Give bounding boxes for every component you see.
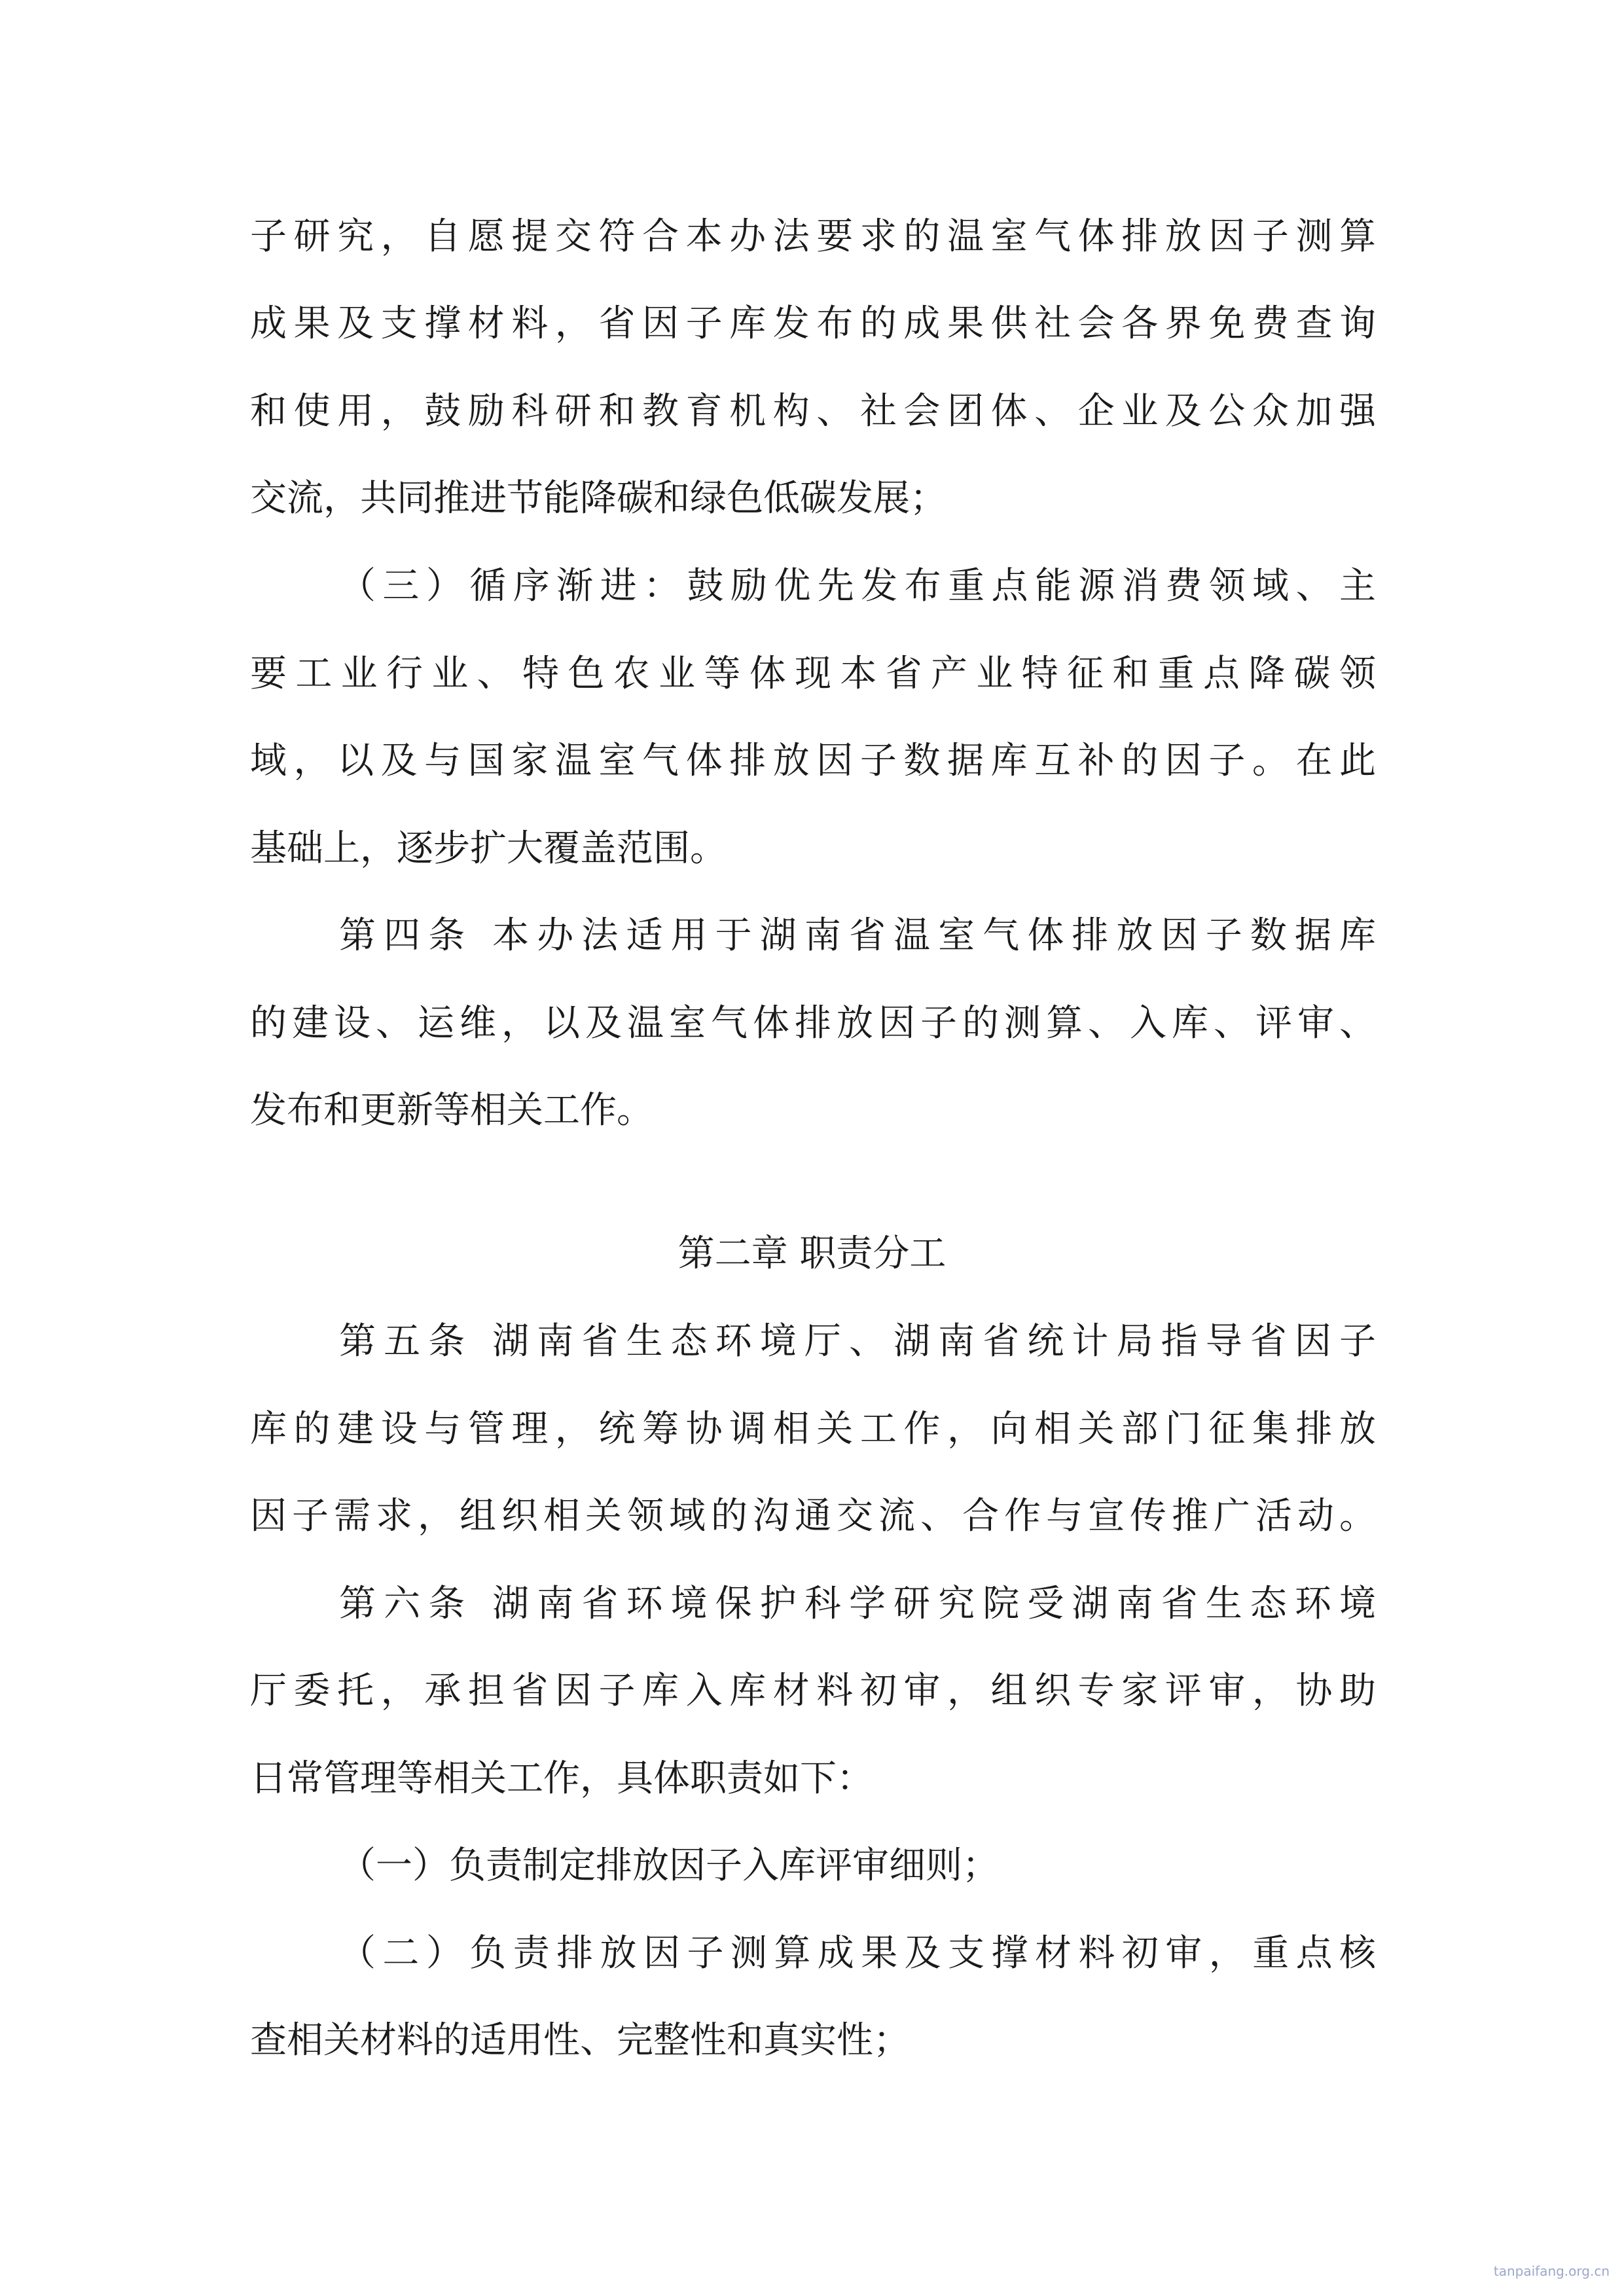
body-line: （三）循序渐进：鼓励优先发布重点能源消费领域、主 (339, 565, 1376, 607)
article-4-line: 第四条 本办法适用于湖南省温室气体排放因子数据库 (339, 914, 1376, 957)
watermark: tanpaifang.org.cn (1493, 2263, 1610, 2279)
body-line: 的建设、运维，以及温室气体排放因子的测算、入库、评审、 (250, 1002, 1376, 1045)
body-line: 子研究，自愿提交符合本办法要求的温室气体排放因子测算 (250, 215, 1376, 258)
body-line: 厅委托，承担省因子库入库材料初审，组织专家评审，协助 (250, 1670, 1376, 1712)
article-5-line: 第五条 湖南省生态环境厅、湖南省统计局指导省因子 (339, 1320, 1376, 1363)
body-line: 日常管理等相关工作，具体职责如下： (250, 1757, 873, 1800)
body-line: 因子需求，组织相关领域的沟通交流、合作与宣传推广活动。 (250, 1495, 1376, 1537)
body-line: 发布和更新等相关工作。 (250, 1089, 653, 1132)
chapter-heading: 第二章 职责分工 (677, 1232, 947, 1275)
body-line: 库的建设与管理，统筹协调相关工作，向相关部门征集排放 (250, 1408, 1376, 1450)
list-item-line: （一）负责制定排放因子入库评审细则； (339, 1844, 999, 1887)
list-item-line: （二）负责排放因子测算成果及支撑材料初审，重点核 (339, 1932, 1376, 1975)
body-line: 成果及支撑材料，省因子库发布的成果供社会各界免费查询 (250, 302, 1376, 345)
body-line: 和使用，鼓励科研和教育机构、社会团体、企业及公众加强 (250, 390, 1376, 433)
body-line: 域，以及与国家温室气体排放因子数据库互补的因子。在此 (250, 740, 1376, 782)
body-line: 基础上，逐步扩大覆盖范围。 (250, 827, 727, 870)
body-line: 交流，共同推进节能降碳和绿色低碳发展； (250, 477, 947, 520)
body-line: 查相关材料的适用性、完整性和真实性； (250, 2019, 910, 2062)
article-6-line: 第六条 湖南省环境保护科学研究院受湖南省生态环境 (339, 1583, 1376, 1625)
body-line: 要工业行业、特色农业等体现本省产业特征和重点降碳领 (250, 653, 1376, 695)
